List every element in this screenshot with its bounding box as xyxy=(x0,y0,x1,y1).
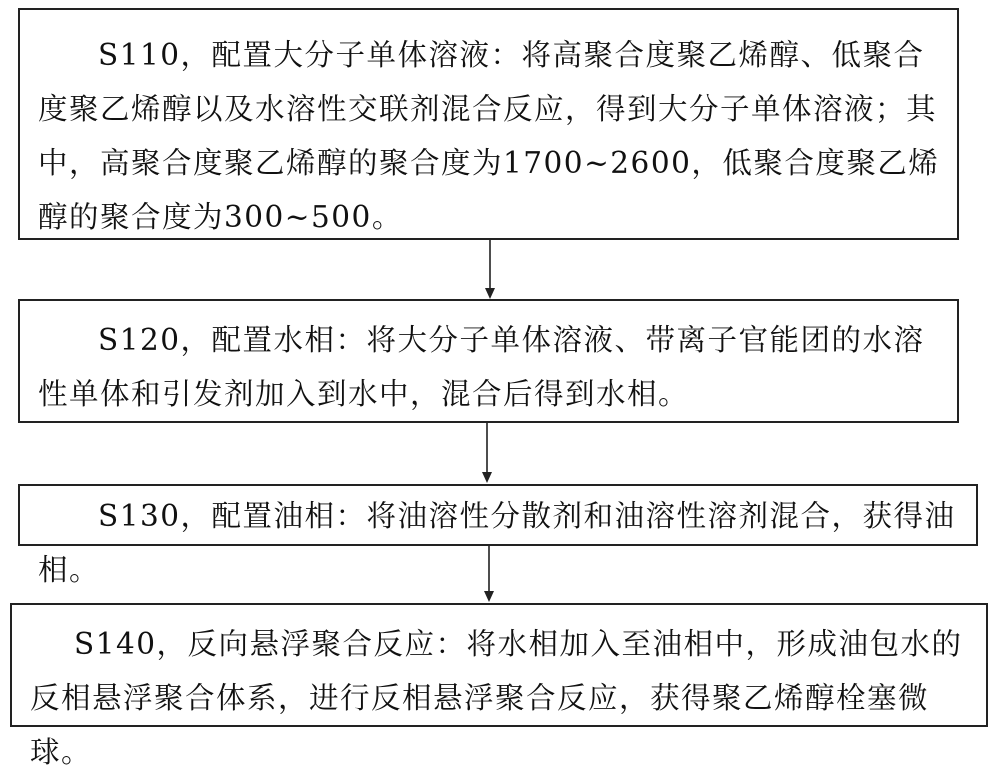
arrow-down-icon xyxy=(482,423,502,484)
step-s110-box xyxy=(18,8,959,240)
arrow-down-icon xyxy=(482,240,502,300)
step-s110-text: S110，配置大分子单体溶液：将高聚合度聚乙烯醇、低聚合度聚乙烯醇以及水溶性交联剂混合反应，得到大分子单体溶液；其中，高聚合度聚乙烯醇的聚合度为1700~2600，低聚合度聚乙烯醇的聚合度为300~500。 xyxy=(38,38,940,234)
step-s140-text: S140，反向悬浮聚合反应：将水相加入至油相中，形成油包水的反相悬浮聚合体系，进行反相悬浮聚合反应，获得聚乙烯醇栓塞微球。 xyxy=(30,627,963,769)
step-s120-text: S120，配置水相：将大分子单体溶液、带离子官能团的水溶性单体和引发剂加入到水中，混合后得到水相。 xyxy=(38,323,925,411)
step-s130-box xyxy=(18,484,978,587)
step-s120-box xyxy=(18,299,959,423)
step-s140-box xyxy=(10,603,988,769)
arrow-down-icon xyxy=(482,546,502,603)
step-s130-text: S130，配置油相：将油溶性分散剂和油溶性溶剂混合，获得油相。 xyxy=(38,499,956,587)
